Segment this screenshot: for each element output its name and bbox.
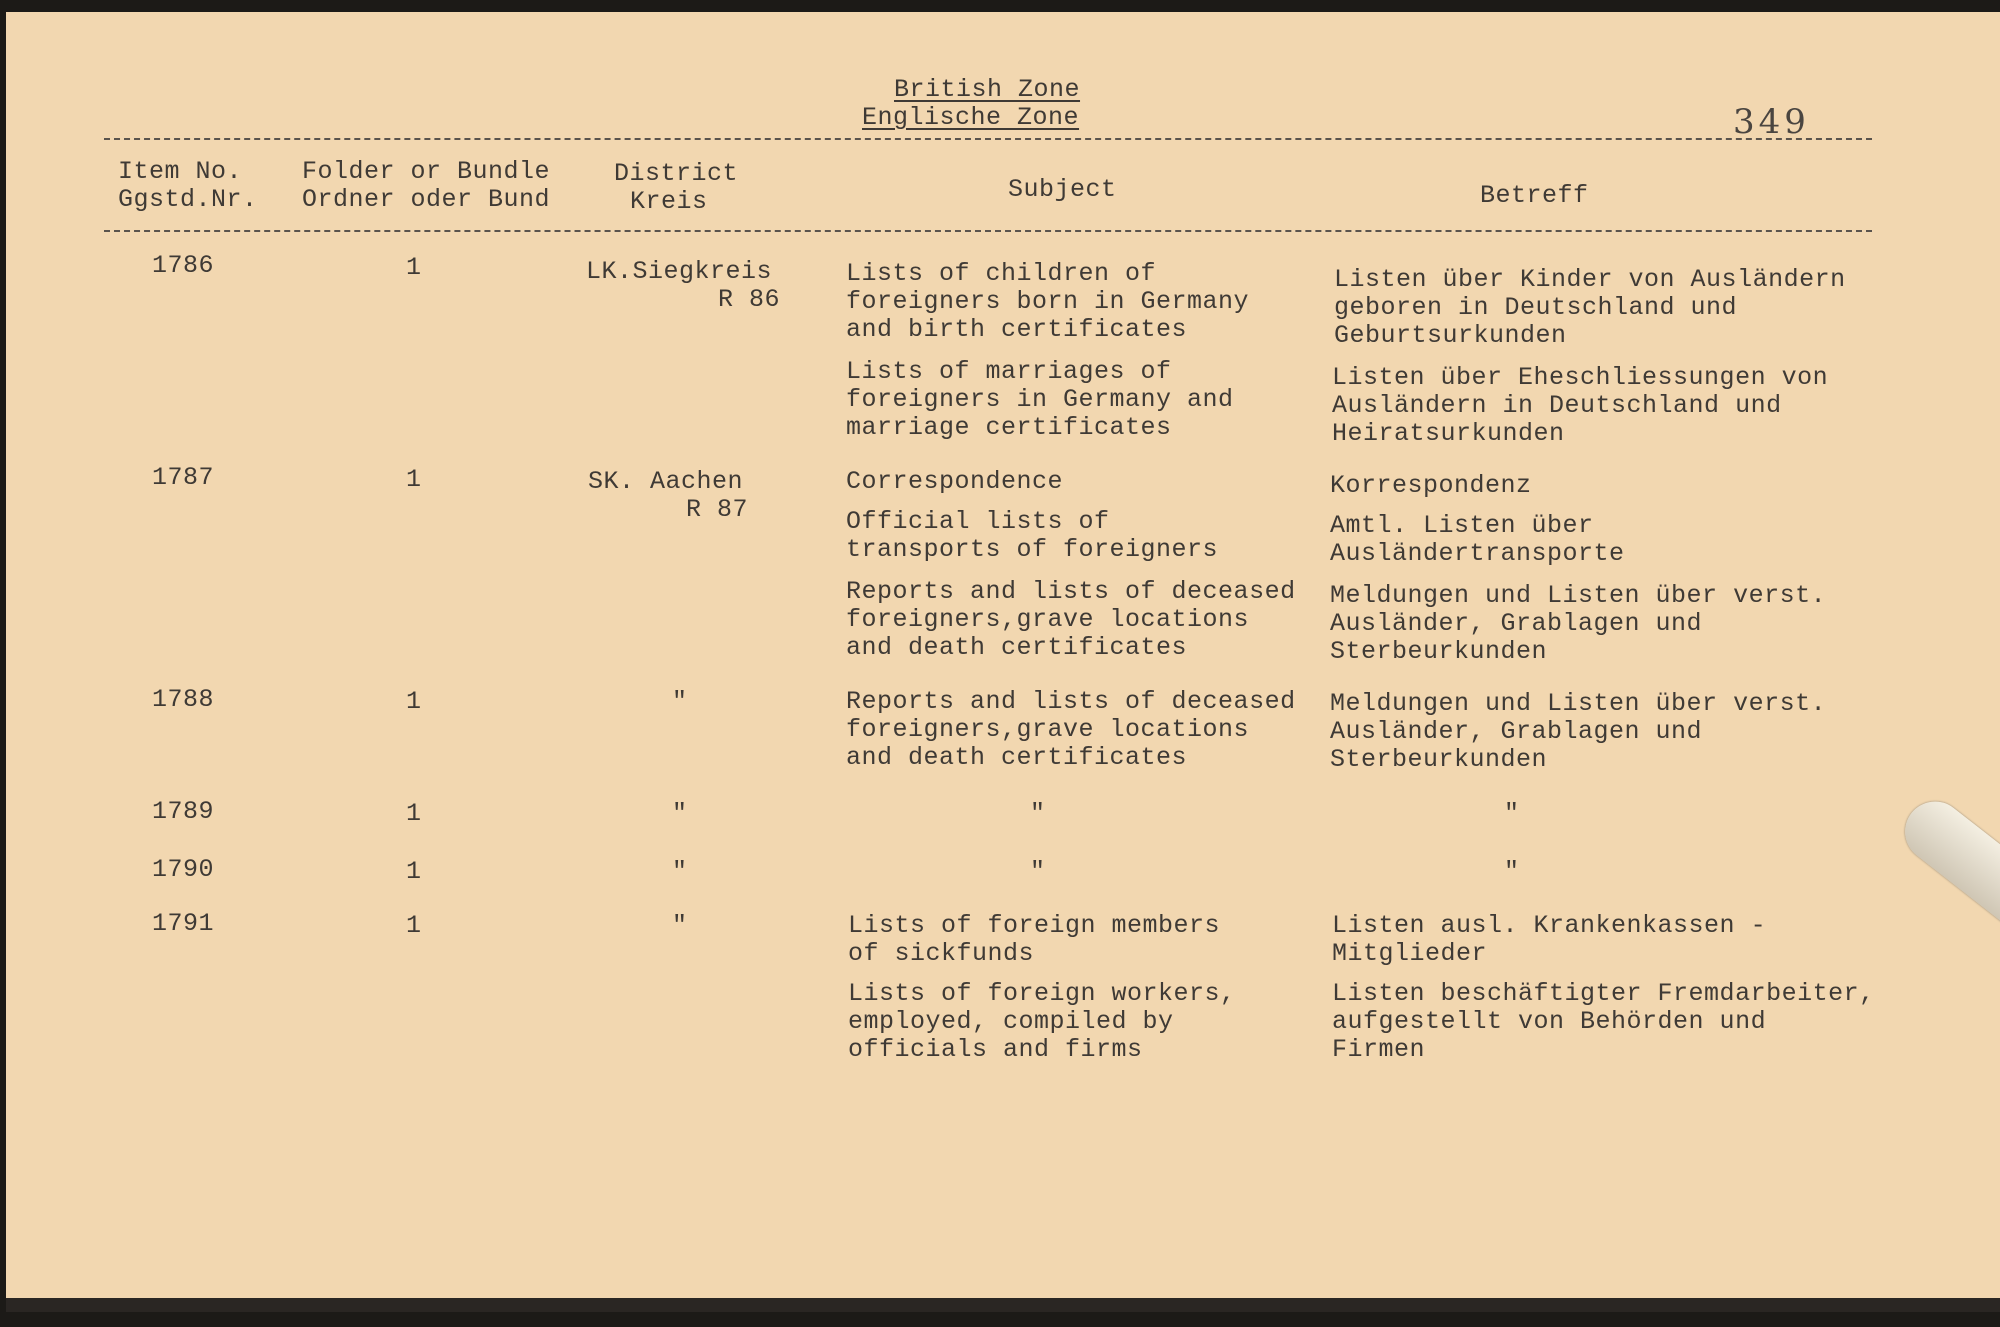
- subject-text: Correspondence: [846, 467, 1064, 496]
- col-betreff: Betreff: [1480, 181, 1589, 210]
- header-rule: [104, 230, 1872, 232]
- folder-count: 1: [406, 687, 422, 716]
- district-code: R 86: [718, 285, 781, 314]
- betreff-text: Listen ausl. Krankenkassen - Mitglieder: [1332, 911, 1767, 968]
- betreff-text: Listen über Eheschliessungen von Ausländern in Deutschland und Heiratsurkunden: [1332, 363, 1829, 448]
- district-ditto: ": [672, 799, 688, 828]
- betreff-text: Listen beschäftigter Fremdarbeiter, aufgestellt von Behörden und Firmen: [1332, 979, 1875, 1064]
- district-ditto: ": [672, 911, 688, 940]
- subject-text: Reports and lists of deceased foreigners,grave locations and death certificates: [846, 687, 1296, 772]
- col-district-de: Kreis: [630, 187, 708, 216]
- col-item-de: Ggstd.Nr.: [118, 185, 258, 214]
- district-name: LK.Siegkreis: [586, 257, 773, 286]
- item-number: 1790: [152, 855, 215, 884]
- subject-ditto: ": [1030, 857, 1046, 886]
- betreff-ditto: ": [1504, 799, 1520, 828]
- zone-title-en: British Zone: [894, 75, 1081, 104]
- col-subject: Subject: [1008, 175, 1117, 204]
- item-number: 1786: [152, 251, 215, 280]
- col-item-en: Item No.: [118, 157, 243, 186]
- betreff-text: Listen über Kinder von Ausländern geboren in Deutschland und Geburtsurkunden: [1334, 265, 1846, 350]
- district-code: R 87: [686, 495, 749, 524]
- document-page: [6, 12, 2000, 1312]
- subject-ditto: ": [1030, 799, 1046, 828]
- betreff-text: Meldungen und Listen über verst. Ausländer, Grablagen und Sterbeurkunden: [1330, 581, 1827, 666]
- betreff-text: Korrespondenz: [1330, 471, 1532, 500]
- item-number: 1787: [152, 463, 215, 492]
- subject-text: Lists of foreign workers, employed, compiled by officials and firms: [848, 979, 1236, 1064]
- subject-text: Lists of marriages of foreigners in Germany and marriage certificates: [846, 357, 1234, 442]
- folder-count: 1: [406, 465, 422, 494]
- district-ditto: ": [672, 857, 688, 886]
- col-district-en: District: [614, 159, 739, 188]
- betreff-ditto: ": [1504, 857, 1520, 886]
- folder-count: 1: [406, 799, 422, 828]
- subject-text: Reports and lists of deceased foreigners,grave locations and death certificates: [846, 577, 1296, 662]
- item-number: 1791: [152, 909, 215, 938]
- district-name: SK. Aachen: [588, 467, 744, 496]
- subject-text: Official lists of transports of foreigners: [846, 507, 1219, 564]
- folder-count: 1: [406, 911, 422, 940]
- subject-text: Lists of children of foreigners born in Germany and birth certificates: [846, 259, 1250, 344]
- betreff-text: Meldungen und Listen über verst. Ausländer, Grablagen und Sterbeurkunden: [1330, 689, 1827, 774]
- betreff-text: Amtl. Listen über Ausländertransporte: [1330, 511, 1625, 568]
- district-ditto: ": [672, 687, 688, 716]
- binder-clip: [1893, 789, 2000, 984]
- folder-count: 1: [406, 857, 422, 886]
- col-folder-en: Folder or Bundle: [302, 157, 551, 186]
- zone-title-de: Englische Zone: [862, 103, 1080, 132]
- folder-count: 1: [406, 253, 422, 282]
- page-number: 349: [1733, 102, 1810, 142]
- subject-text: Lists of foreign members of sickfunds: [848, 911, 1221, 968]
- item-number: 1788: [152, 685, 215, 714]
- col-folder-de: Ordner oder Bund: [302, 185, 551, 214]
- item-number: 1789: [152, 797, 215, 826]
- book-edge: [6, 1298, 2000, 1312]
- top-rule: [104, 138, 1872, 140]
